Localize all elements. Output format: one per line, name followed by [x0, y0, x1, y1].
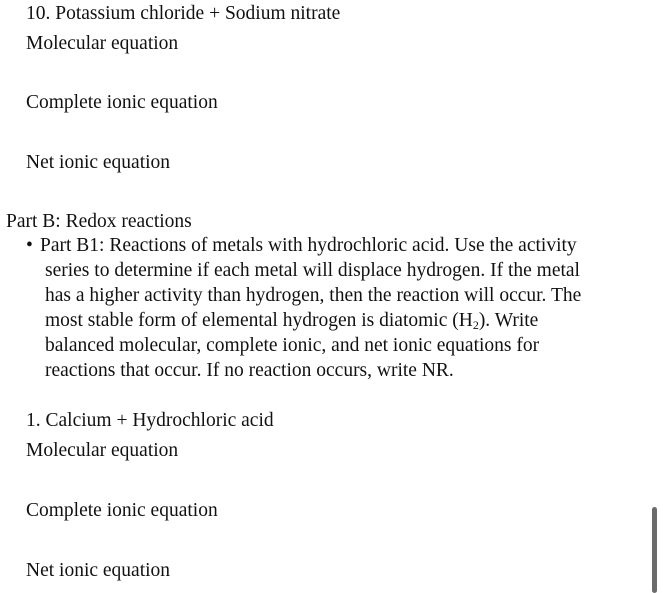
bullet-point: • — [26, 235, 33, 256]
q10-molecular-equation-label: Molecular equation — [26, 33, 179, 54]
instruction-line: has a higher activity than hydrogen, then the reaction will occur. The — [45, 285, 582, 306]
instruction-line: Part B1: Reactions of metals with hydrochloric acid. Use the activity — [40, 235, 577, 256]
part-b1-instructions — [40, 233, 625, 383]
question-10-title: 10. Potassium chloride + Sodium nitrate — [26, 3, 341, 24]
instruction-line: series to determine if each metal will displace hydrogen. If the metal — [45, 260, 580, 281]
q1-net-ionic-equation-label: Net ionic equation — [26, 560, 171, 581]
subscript-2: 2 — [472, 318, 479, 332]
q10-complete-ionic-equation-label: Complete ionic equation — [26, 92, 218, 113]
q10-net-ionic-equation-label: Net ionic equation — [26, 152, 171, 173]
q1-molecular-equation-label: Molecular equation — [26, 440, 179, 461]
question-1-title: 1. Calcium + Hydrochloric acid — [26, 410, 274, 431]
instruction-line: reactions that occur. If no reaction occurs, write NR. — [45, 360, 454, 381]
vertical-scrollbar[interactable] — [652, 507, 657, 593]
part-b-heading: Part B: Redox reactions — [6, 211, 192, 232]
instruction-text: most stable form of elemental hydrogen is diatomic (H — [45, 310, 473, 331]
instruction-line: balanced molecular, complete ionic, and net ionic equations for — [45, 335, 540, 356]
q1-complete-ionic-equation-label: Complete ionic equation — [26, 500, 218, 521]
instruction-line — [45, 308, 625, 333]
instruction-text: ). Write — [478, 310, 539, 331]
